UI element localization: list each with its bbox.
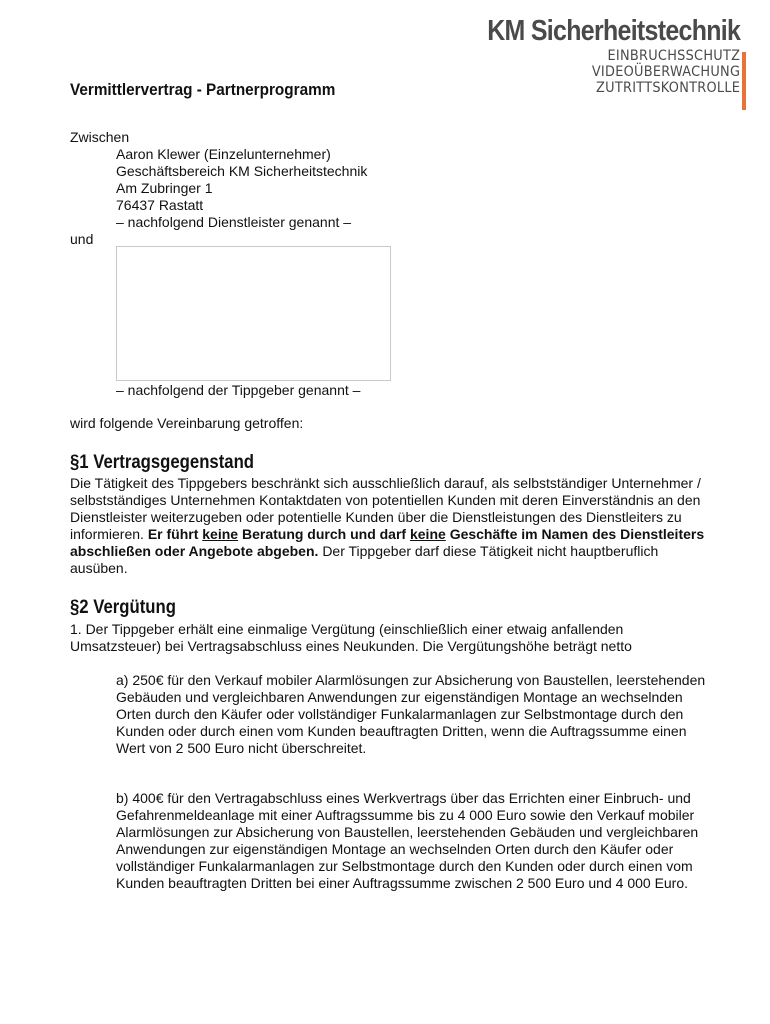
section2-item-b: b) 400€ für den Vertragabschluss eines Werkvertrags über das Errichten einer Einbruch- und Gefahrenmeldeanlage mit einer Auftragssumme bis zu 4 000 Euro sowie den Verkauf mobiler Alarmlösungen zur Absicherung von Baustellen, leerstehenden Gebäuden und vergleichbaren Anwendungen zur eigenständigen Montage an wechselnden Orten durch den Käufer oder vollständiger Funkalarmanlagen zur Selbstmontage durch den Kunden oder durch einen vom Kunden beauftragten Dritten bei einer Auftragssumme zwischen 2 500 Euro und 4 000 Euro. — [116, 790, 699, 891]
agreement-line: wird folgende Vereinbarung getroffen: — [70, 415, 304, 431]
provider-line-5: – nachfolgend Dienstleister genannt – — [116, 214, 352, 230]
provider-line-2: Geschäftsbereich KM Sicherheitstechnik — [116, 163, 368, 179]
section1-text-a: Die Tätigkeit des Tippgebers beschränkt sich ausschließlich darauf, als selbstständiger Unternehmer / selbstständiges Unternehmen Kontaktdaten von potentiellen Kunden mit deren Einverständnis an den Dienstleister weiterzugeben oder potentielle Kunden über die Dienstleistungen des Dienstleiters zu informieren. — [70, 475, 701, 542]
and-label: und — [70, 231, 94, 247]
section2-intro: 1. Der Tippgeber erhält eine einmalige Vergütung (einschließlich einer etwaig anfallenden Umsatzsteuer) bei Vertragsabschluss eines Neukunden. Die Vergütungshöhe beträgt netto — [70, 621, 632, 654]
section1-bold-2: Beratung durch und darf — [241, 526, 407, 542]
logo-tagline-3: ZUTRITTSKONTROLLE — [595, 80, 740, 96]
company-logo — [446, 14, 740, 96]
logo-tagline-1: EINBRUCHSSCHUTZ — [607, 48, 740, 64]
tipster-address-field[interactable] — [116, 246, 391, 381]
section2-heading: §2 Vergütung — [70, 597, 176, 618]
document-title: Vermittlervertrag - Partnerprogramm — [70, 80, 336, 99]
provider-line-1: Aaron Klewer (Einzelunternehmer) — [116, 146, 331, 162]
logo-accent-bar — [742, 52, 746, 110]
tipster-label: – nachfolgend der Tippgeber genannt – — [116, 382, 361, 398]
section2-item-a: a) 250€ für den Verkauf mobiler Alarmlösungen zur Absicherung von Baustellen, leerstehenden Gebäuden und vergleichbaren Anwendungen zur eigenständigen Montage an wechselnden Orten durch den Käufer oder vollständiger Funkalarmanlagen zur Selbstmontage durch den Kunden oder durch einen vom Kunden beauftragten Dritten, wenn die Auftragssumme einen Wert von 2 500 Euro nicht überschreitet. — [116, 672, 706, 756]
section1-text-b: Der Tippgeber darf diese Tätigkeit nicht hauptberuflich ausüben. — [70, 543, 659, 576]
between-label: Zwischen — [70, 129, 130, 145]
section1-text — [70, 475, 710, 577]
section1-bold-1: Er führt — [147, 526, 199, 542]
provider-line-3: Am Zubringer 1 — [116, 180, 213, 196]
section1-heading: §1 Vertragsgegenstand — [70, 452, 255, 473]
logo-company-name: KM Sicherheitstechnik — [486, 15, 740, 47]
section1-keine-2: keine — [409, 526, 446, 542]
provider-line-4: 76437 Rastatt — [116, 197, 204, 213]
section1-bold-3: Geschäfte im Namen des Dienstleiters abschließen oder Angebote abgeben. — [70, 526, 705, 559]
logo-tagline-2: VIDEOÜBERWACHUNG — [591, 64, 740, 80]
section1-keine-1: keine — [202, 526, 239, 542]
